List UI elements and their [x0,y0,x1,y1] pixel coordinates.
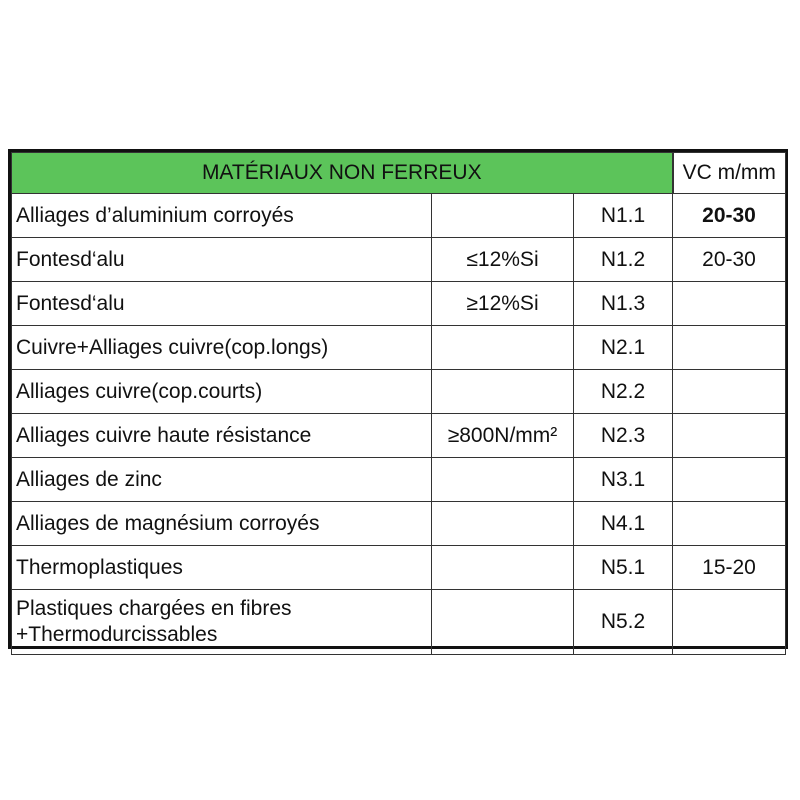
code-cell: N1.2 [574,238,673,282]
code-cell: N3.1 [574,458,673,502]
vc-cell [673,590,786,655]
table-header-row [12,153,786,194]
material-cell: Alliages de magnésium corroyés [12,502,432,546]
material-cell: Plastiques chargées en fibres +Thermodurcissables [12,590,432,655]
table-row [12,326,786,370]
material-cell: Fontesd‘alu [12,282,432,326]
table-row [12,282,786,326]
material-cell: Thermoplastiques [12,546,432,590]
material-cell: Fontesd‘alu [12,238,432,282]
code-cell: N5.2 [574,590,673,655]
vc-cell: 20-30 [673,194,786,238]
condition-cell: ≤12%Si [432,238,574,282]
vc-cell [673,370,786,414]
table-row [12,590,786,655]
material-cell: Cuivre+Alliages cuivre(cop.longs) [12,326,432,370]
condition-cell [432,458,574,502]
code-cell: N4.1 [574,502,673,546]
condition-cell [432,326,574,370]
condition-cell [432,546,574,590]
vc-column-header: VC m/mm [673,153,786,194]
condition-cell: ≥12%Si [432,282,574,326]
table-row [12,502,786,546]
condition-cell [432,502,574,546]
code-cell: N2.1 [574,326,673,370]
code-cell: N1.1 [574,194,673,238]
vc-cell [673,282,786,326]
vc-cell [673,458,786,502]
table-row [12,194,786,238]
material-cell: Alliages d’aluminium corroyés [12,194,432,238]
material-cell: Alliages de zinc [12,458,432,502]
vc-cell: 15-20 [673,546,786,590]
materials-table-frame [8,149,788,649]
condition-cell [432,370,574,414]
material-cell: Alliages cuivre haute résistance [12,414,432,458]
table-row [12,238,786,282]
table-title: MATÉRIAUX NON FERREUX [12,153,673,194]
table-row [12,370,786,414]
code-cell: N2.3 [574,414,673,458]
vc-cell: 20-30 [673,238,786,282]
table-row [12,414,786,458]
vc-cell [673,414,786,458]
vc-cell [673,502,786,546]
materials-table [11,152,786,655]
code-cell: N2.2 [574,370,673,414]
condition-cell [432,590,574,655]
code-cell: N1.3 [574,282,673,326]
condition-cell [432,194,574,238]
material-cell: Alliages cuivre(cop.courts) [12,370,432,414]
vc-cell [673,326,786,370]
code-cell: N5.1 [574,546,673,590]
table-row [12,458,786,502]
table-row [12,546,786,590]
condition-cell: ≥800N/mm² [432,414,574,458]
